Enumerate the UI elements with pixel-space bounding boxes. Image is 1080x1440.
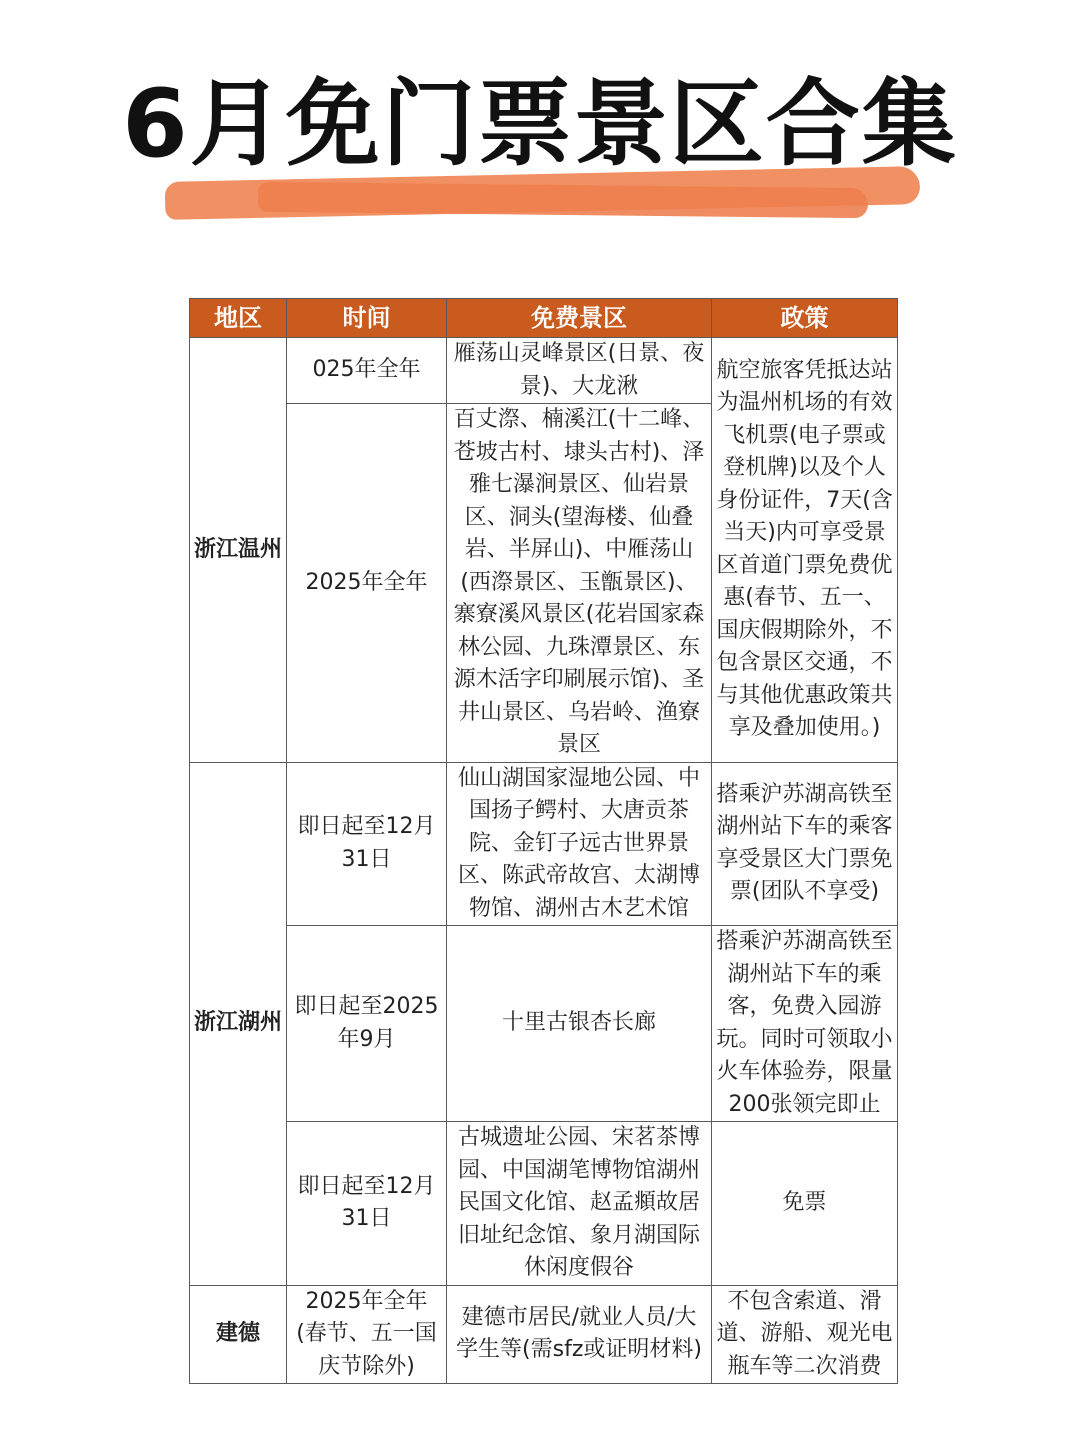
table-header-row — [190, 299, 898, 338]
time-cell: 即日起至2025年9月 — [287, 926, 447, 1122]
table-row — [190, 338, 898, 404]
policy-cell: 免票 — [712, 1122, 898, 1286]
region-cell-wenzhou: 浙江温州 — [190, 338, 287, 763]
time-cell: 2025年全年(春节、五一国庆节除外) — [287, 1285, 447, 1384]
time-cell: 即日起至12月31日 — [287, 762, 447, 926]
brush-stroke-highlight-inner — [258, 182, 868, 218]
column-header-spots: 免费景区 — [447, 299, 712, 338]
column-header-policy: 政策 — [712, 299, 898, 338]
spots-cell: 百丈漈、楠溪江(十二峰、苍坡古村、埭头古村)、泽雅七瀑涧景区、仙岩景区、洞头(望海楼、仙叠岩、半屏山)、中雁荡山(西漈景区、玉甑景区)、寨寮溪风景区(花岩国家森林公园、九珠潭景区、东源木活字印刷展示馆)、圣井山景区、乌岩岭、渔寮景区 — [447, 404, 712, 763]
table-row — [190, 1285, 898, 1384]
column-header-region: 地区 — [190, 299, 287, 338]
time-cell: 2025年全年 — [287, 404, 447, 763]
region-cell-huzhou: 浙江湖州 — [190, 762, 287, 1285]
table-row — [190, 762, 898, 926]
page-title: 6月免门票景区合集 — [122, 70, 958, 179]
spots-cell: 古城遗址公园、宋茗茶博园、中国湖笔博物馆湖州民国文化馆、赵孟頫故居旧址纪念馆、象月湖国际休闲度假谷 — [447, 1122, 712, 1286]
table-row — [190, 1122, 898, 1286]
policy-cell: 航空旅客凭抵达站为温州机场的有效飞机票(电子票或登机牌)以及个人身份证件，7天(含当天)内可享受景区首道门票免费优惠(春节、五一、国庆假期除外，不包含景区交通，不与其他优惠政策共享及叠加使用。) — [712, 338, 898, 763]
spots-cell: 十里古银杏长廊 — [447, 926, 712, 1122]
policy-cell: 搭乘沪苏湖高铁至湖州站下车的乘客享受景区大门票免票(团队不享受) — [712, 762, 898, 926]
title-banner — [0, 60, 1080, 230]
table-row — [190, 926, 898, 1122]
column-header-time: 时间 — [287, 299, 447, 338]
time-cell: 即日起至12月31日 — [287, 1122, 447, 1286]
spots-cell: 建德市居民/就业人员/大学生等(需sfz或证明材料) — [447, 1285, 712, 1384]
spots-cell: 雁荡山灵峰景区(日景、夜景)、大龙湫 — [447, 338, 712, 404]
spots-cell: 仙山湖国家湿地公园、中国扬子鳄村、大唐贡茶院、金钉子远古世界景区、陈武帝故宫、太湖博物馆、湖州古木艺术馆 — [447, 762, 712, 926]
policy-cell: 不包含索道、滑道、游船、观光电瓶车等二次消费 — [712, 1285, 898, 1384]
policy-cell: 搭乘沪苏湖高铁至湖州站下车的乘客，免费入园游玩。同时可领取小火车体验券，限量200张领完即止 — [712, 926, 898, 1122]
free-ticket-table — [189, 298, 898, 1384]
region-cell-jiande: 建德 — [190, 1285, 287, 1384]
time-cell: 025年全年 — [287, 338, 447, 404]
